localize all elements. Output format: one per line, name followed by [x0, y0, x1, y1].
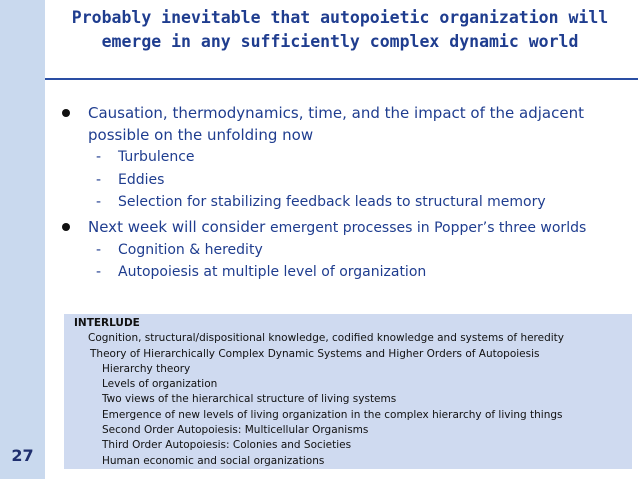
interlude-line: Hierarchy theory [102, 362, 191, 375]
bullet-text-line-1: Causation, thermodynamics, time, and the impact of the adjacent [88, 104, 584, 122]
interlude-box [64, 314, 632, 469]
sub-bullet-eddies: - Eddies [96, 171, 165, 188]
slide-number: 27 [11, 446, 34, 465]
bullet-text-line-2: possible on the unfolding now [88, 126, 314, 144]
sub-bullet-selection: - Selection for stabilizing feedback leads to structural memory [96, 194, 546, 210]
interlude-line: Third Order Autopoiesis: Colonies and Societies [102, 439, 352, 452]
interlude-line: Levels of organization [102, 378, 218, 391]
sub-bullet-text: Selection for stabilizing feedback leads to structural memory [118, 194, 546, 210]
interlude-line: Cognition, structural/dispositional knowledge, codified knowledge and systems of heredity [88, 332, 565, 345]
bullet-next-week [60, 216, 632, 239]
sub-bullet-text: Cognition & heredity [118, 241, 263, 258]
title-line-2: emerge in any sufficiently complex dynamic world [101, 32, 579, 51]
left-sidebar-band [0, 0, 45, 479]
slide-title [60, 6, 620, 54]
sub-bullet-text: Turbulence [118, 149, 195, 165]
sub-bullet-text: Autopoiesis at multiple level of organization [118, 264, 427, 280]
interlude-line: Human economic and social organizations [102, 454, 325, 467]
bullet-dot-icon [62, 109, 70, 117]
interlude-heading: INTERLUDE [74, 317, 140, 329]
interlude-line: Theory of Hierarchically Complex Dynamic Systems and Higher Orders of Autopoiesis [90, 347, 540, 360]
interlude-line: Emergence of new levels of living organization in the complex hierarchy of living things [102, 408, 563, 421]
sub-bullet-cognition: - Cognition & heredity [96, 241, 263, 258]
interlude-line: Two views of the hierarchical structure of living systems [102, 393, 397, 406]
bullet-text-part-2: emergent processes in Popper’s three worlds [270, 219, 587, 236]
bullet-causation [60, 102, 632, 146]
title-divider [45, 78, 638, 80]
slide-body [60, 102, 632, 284]
interlude-line: Second Order Autopoiesis: Multicellular Organisms [102, 424, 369, 437]
bullet-text-part-1: Next week will consider [88, 217, 271, 236]
sub-bullet-text: Eddies [118, 171, 165, 188]
bullet-dot-icon [62, 223, 70, 231]
sub-bullet-autopoiesis: - Autopoiesis at multiple level of organization [96, 264, 427, 280]
sub-bullet-turbulence: - Turbulence [96, 149, 195, 165]
title-line-1: Probably inevitable that autopoietic organization will [71, 8, 609, 27]
